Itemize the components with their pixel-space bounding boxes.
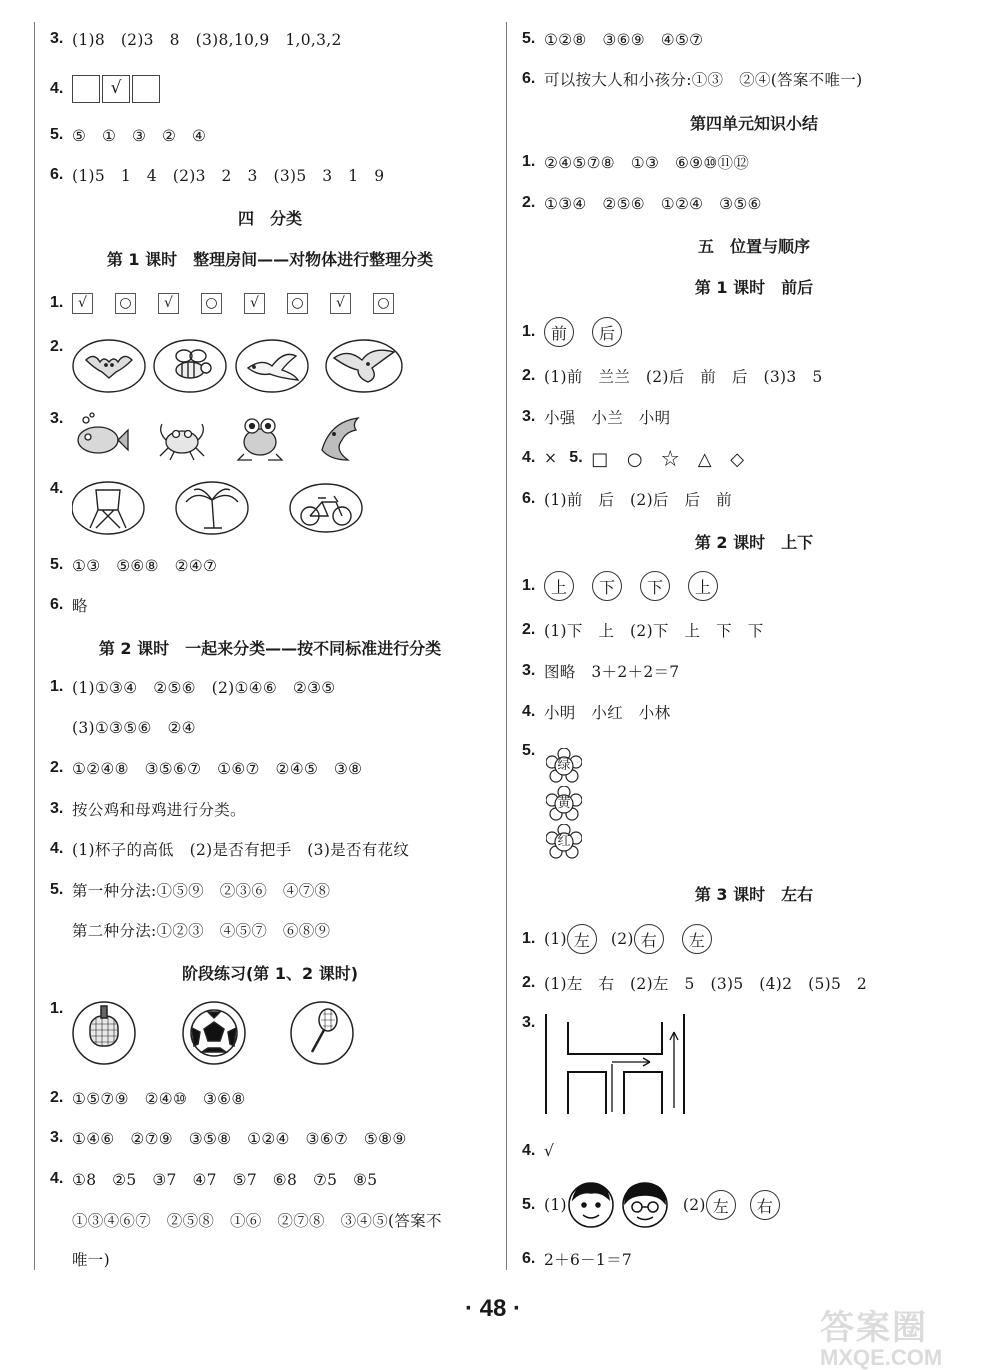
right-ud-q4: 4. 小明 小红 小林 bbox=[522, 703, 671, 722]
check-item: √ bbox=[244, 293, 265, 314]
right-fb-q3: 3. 小强 小兰 小明 bbox=[522, 408, 671, 427]
right-q6: 6. 可以按大人和小孩分:①③ ②④(答案不唯一) bbox=[522, 70, 863, 89]
page-number: · 48 · bbox=[465, 1295, 522, 1322]
column-divider bbox=[506, 22, 507, 1270]
left-sp-q4: 4. ①8 ②5 ③7 ④7 ⑤7 ⑥8 ⑦5 ⑧5 bbox=[50, 1170, 378, 1189]
answer-box bbox=[132, 75, 160, 103]
check-item: √ bbox=[72, 293, 93, 314]
circled-answer: 左 bbox=[706, 1190, 736, 1220]
left-q5b: 5. ①③ ⑤⑥⑧ ②④⑦ bbox=[50, 556, 218, 575]
lesson-title-1: 第 1 课时 整理房间——对物体进行整理分类 bbox=[106, 250, 434, 269]
left-q3: 3. (1)8 (2)3 8 (3)8,10,9 1,0,3,2 bbox=[50, 30, 342, 49]
circled-answer: 右 bbox=[750, 1190, 780, 1220]
answer-box bbox=[72, 75, 100, 103]
left-q2-flying-animals: 2. bbox=[50, 338, 412, 394]
check-item: ○ bbox=[201, 293, 222, 314]
right-ud-q2: 2. (1)下 上 (2)下 上 下 下 bbox=[522, 621, 764, 640]
unit4-summary-title: 第四单元知识小结 bbox=[689, 114, 818, 133]
children-faces-illustration bbox=[567, 1181, 671, 1229]
right-fb-q1: 1. 前 后 bbox=[522, 314, 640, 350]
left-sp-q1: 1. bbox=[50, 1000, 372, 1066]
left-margin-rule bbox=[34, 22, 35, 1270]
left-q4-objects: 4. bbox=[50, 480, 372, 536]
right-lr-q2: 2. (1)左 右 (2)左 5 (3)5 (4)2 (5)5 2 bbox=[522, 974, 868, 993]
check-item: ○ bbox=[115, 293, 136, 314]
right-fb-q4-q5: 4. × 5. □ ○ ☆ △ ◇ bbox=[522, 449, 745, 470]
water-animals-illustration bbox=[72, 410, 372, 464]
right-ud-q3: 3. 图略 3＋2＋2＝7 bbox=[522, 662, 680, 681]
lesson-title-left-right: 第 3 课时 左右 bbox=[694, 885, 814, 904]
circled-answer: 前 bbox=[544, 317, 574, 347]
left-l2-q5-cont: 第二种分法:①②③ ④⑤⑦ ⑥⑧⑨ bbox=[72, 922, 331, 940]
right-sum-q2: 2. ①③④ ②⑤⑥ ①②④ ③⑤⑥ bbox=[522, 194, 762, 213]
check-item: ○ bbox=[287, 293, 308, 314]
lesson-title-up-down: 第 2 课时 上下 bbox=[694, 533, 814, 552]
right-fb-q2: 2. (1)前 兰兰 (2)后 前 后 (3)3 5 bbox=[522, 367, 823, 386]
left-q6: 6. (1)5 1 4 (2)3 2 3 (3)5 3 1 9 bbox=[50, 166, 385, 185]
balls-illustration bbox=[72, 1000, 372, 1066]
watermark-logo: 答案圈 MXQE.COM bbox=[820, 1308, 943, 1370]
objects-illustration bbox=[72, 480, 372, 536]
check-item: √ bbox=[330, 293, 351, 314]
right-ud-q1: 1. 上 下 下 上 bbox=[522, 568, 736, 604]
flower-yellow: 黄 bbox=[546, 786, 582, 826]
right-fb-q6: 6. (1)前 后 (2)后 后 前 bbox=[522, 490, 732, 509]
circled-answer: 上 bbox=[688, 571, 718, 601]
circled-answer: 右 bbox=[634, 924, 664, 954]
circled-answer: 后 bbox=[592, 317, 622, 347]
left-q4: 4. √ bbox=[50, 72, 162, 106]
left-sp-q3: 3. ①④⑥ ②⑦⑨ ③⑤⑧ ①②④ ③⑥⑦ ⑤⑧⑨ bbox=[50, 1129, 407, 1148]
left-sp-q2: 2. ①⑤⑦⑨ ②④⑩ ③⑥⑧ bbox=[50, 1089, 246, 1108]
circled-answer: 下 bbox=[640, 571, 670, 601]
flower-green: 绿 bbox=[546, 748, 582, 788]
stage-practice-title: 阶段练习(第 1、2 课时) bbox=[181, 964, 359, 983]
left-q1-checkboxes: 1. √ ○ √ ○ √ ○ √ ○ bbox=[50, 288, 416, 318]
circled-answer: 左 bbox=[567, 924, 597, 954]
left-sp-q4-cont: ①③④⑥⑦ ②⑤⑧ ①⑥ ②⑦⑧ ③④⑤(答案不 bbox=[72, 1212, 442, 1230]
left-l2-q2: 2. ①②④⑧ ③⑤⑥⑦ ①⑥⑦ ②④⑤ ③⑧ bbox=[50, 759, 363, 778]
right-lr-q4: 4. √ bbox=[522, 1142, 555, 1160]
circled-answer: 上 bbox=[544, 571, 574, 601]
right-lr-q6: 6. 2＋6－1＝7 bbox=[522, 1250, 633, 1269]
left-sp-q4-cont2: 唯一) bbox=[72, 1251, 110, 1269]
left-l2-q1-cont: (3)①③⑤⑥ ②④ bbox=[72, 719, 196, 737]
left-l2-q3: 3. 按公鸡和母鸡进行分类。 bbox=[50, 800, 246, 819]
right-lr-q3: 3. bbox=[522, 1010, 702, 1120]
left-q3-water-animals: 3. bbox=[50, 410, 372, 464]
section-title-classification: 四 分类 bbox=[237, 209, 302, 228]
left-l2-q4: 4. (1)杯子的高低 (2)是否有把手 (3)是否有花纹 bbox=[50, 840, 410, 859]
flower-red: 红 bbox=[546, 824, 582, 864]
right-ud-q5-flowers: 5. 绿 黄 红 bbox=[522, 742, 642, 862]
left-q6b: 6. 略 bbox=[50, 596, 88, 615]
right-q5: 5. ①②⑧ ③⑥⑨ ④⑤⑦ bbox=[522, 30, 704, 49]
left-q5: 5. ⑤ ① ③ ② ④ bbox=[50, 126, 207, 145]
section-title-position: 五 位置与顺序 bbox=[697, 237, 810, 256]
right-sum-q1: 1. ②④⑤⑦⑧ ①③ ⑥⑨⑩⑪⑫ bbox=[522, 153, 750, 172]
circled-answer: 左 bbox=[682, 924, 712, 954]
route-diagram bbox=[542, 1010, 702, 1120]
lesson-title-2: 第 2 课时 一起来分类——按不同标准进行分类 bbox=[98, 639, 442, 658]
right-lr-q1: 1. (1) 左 (2) 右 左 bbox=[522, 921, 730, 957]
check-item: ○ bbox=[373, 293, 394, 314]
left-l2-q1: 1. (1)①③④ ②⑤⑥ (2)①④⑥ ②③⑤ bbox=[50, 678, 336, 697]
flying-animals-illustration bbox=[72, 338, 412, 394]
check-item: √ bbox=[158, 293, 179, 314]
lesson-title-front-back: 第 1 课时 前后 bbox=[694, 278, 814, 297]
answer-box-checked: √ bbox=[102, 75, 130, 103]
circled-answer: 下 bbox=[592, 571, 622, 601]
right-lr-q5: 5. (1) (2) 左 右 bbox=[522, 1180, 798, 1230]
left-l2-q5: 5. 第一种分法:①⑤⑨ ②③⑥ ④⑦⑧ bbox=[50, 881, 331, 900]
